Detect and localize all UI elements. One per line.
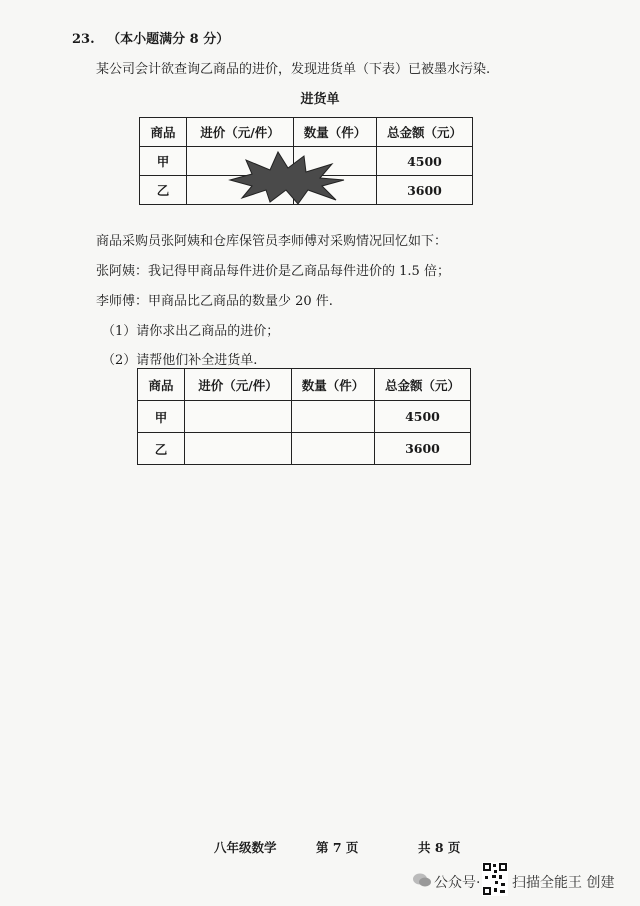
header-total: 总金额（元） — [377, 118, 473, 147]
row-price — [185, 433, 292, 465]
row-total: 4500 — [377, 147, 473, 176]
points-note: （本小题满分 8 分） — [107, 32, 230, 47]
row-total: 3600 — [377, 176, 473, 205]
row-item: 甲 — [138, 401, 185, 433]
recall-intro: 商品采购员张阿姨和仓库保管员李师傅对采购情况回忆如下： — [96, 234, 448, 249]
table-caption: 进货单 — [300, 92, 340, 107]
question-header — [72, 28, 229, 47]
row-total: 4500 — [375, 401, 471, 433]
footer-page: 第 7 页 — [316, 840, 359, 855]
header-item: 商品 — [138, 369, 185, 401]
footer-subject: 八年级数学 — [214, 840, 277, 855]
row-item: 乙 — [140, 176, 187, 205]
header-item: 商品 — [140, 118, 187, 147]
watermark-scanner: 扫描全能王 创建 — [512, 875, 615, 891]
recall-zhang: 张阿姨：我记得甲商品每件进价是乙商品每件进价的 1.5 倍； — [96, 264, 450, 279]
question-number: 23. — [72, 32, 95, 47]
ink-stain-icon — [228, 150, 346, 206]
table-row — [138, 401, 471, 433]
recall-li: 李师傅：甲商品比乙商品的数量少 20 件. — [96, 294, 333, 309]
footer-total: 共 8 页 — [418, 840, 461, 855]
part-1: （1）请你求出乙商品的进价； — [102, 324, 280, 339]
row-total: 3600 — [375, 433, 471, 465]
qr-code-icon — [482, 862, 508, 896]
table-header-row — [138, 369, 471, 401]
header-quantity: 数量（件） — [294, 118, 377, 147]
header-total: 总金额（元） — [375, 369, 471, 401]
row-price — [185, 401, 292, 433]
question-intro: 某公司会计欲查询乙商品的进价，发现进货单（下表）已被墨水污染. — [96, 62, 491, 77]
watermark-text: 公众号· — [434, 875, 481, 891]
wechat-icon — [412, 872, 432, 888]
header-price: 进价（元/件） — [185, 369, 292, 401]
part-2: （2）请帮他们补全进货单. — [102, 353, 258, 368]
row-quantity — [292, 433, 375, 465]
row-item: 甲 — [140, 147, 187, 176]
row-quantity — [292, 401, 375, 433]
table-row — [138, 433, 471, 465]
row-item: 乙 — [138, 433, 185, 465]
table-header-row — [140, 118, 473, 147]
header-price: 进价（元/件） — [187, 118, 294, 147]
invoice-table-blank — [137, 368, 471, 465]
header-quantity: 数量（件） — [292, 369, 375, 401]
